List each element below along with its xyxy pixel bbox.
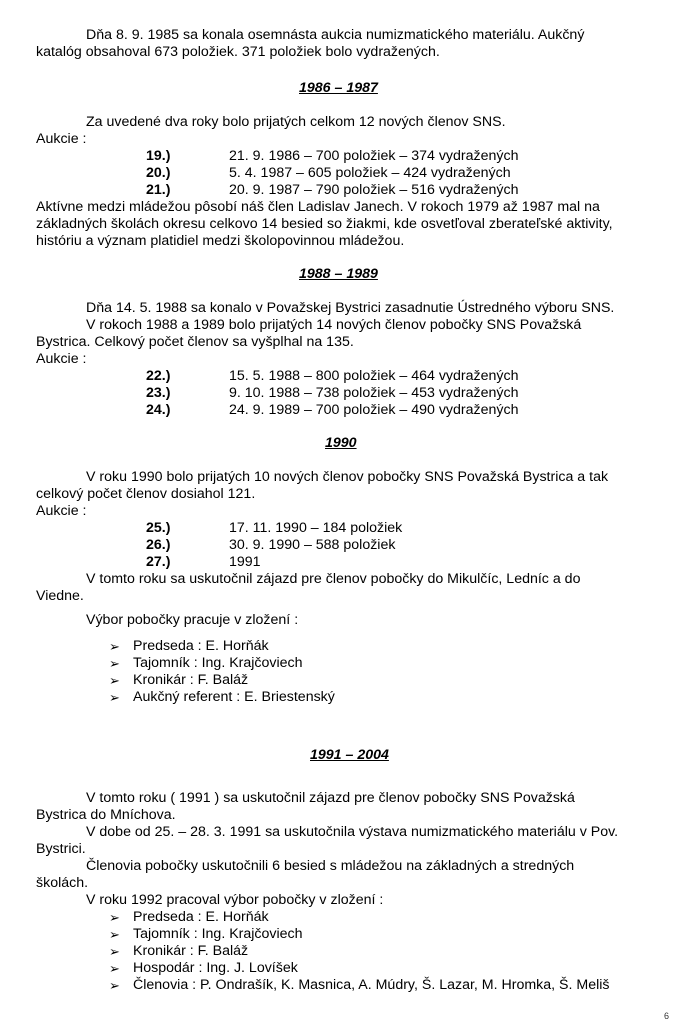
paragraph-meeting-1988: Dňa 14. 5. 1988 sa konalo v Považskej Bystrici zasadnutie Ústredného výboru SNS. <box>86 300 615 316</box>
committee-member: Tajomník : Ing. Krajčoviech <box>133 926 303 942</box>
arrow-bullet-icon: ➢ <box>109 690 120 705</box>
auctions-label: Aukcie : <box>36 351 87 367</box>
paragraph-janech-line-2: základných školách okresu celkovo 14 besied so žiakmi, kde osvetľoval zberateľské aktivity, <box>36 216 613 232</box>
paragraph-members-1988-line-1: V rokoch 1988 a 1989 bolo prijatých 14 nových členov pobočky SNS Považská <box>86 317 582 333</box>
committee-member: Členovia : P. Ondrašík, K. Masnica, A. Múdry, Š. Lazar, M. Hromka, Š. Meliš <box>133 977 610 993</box>
arrow-bullet-icon: ➢ <box>109 639 120 654</box>
paragraph-members-1986: Za uvedené dva roky bolo prijatých celkom 12 nových členov SNS. <box>86 114 506 130</box>
arrow-bullet-icon: ➢ <box>109 673 120 688</box>
paragraph-janech-line-3: históriu a význam platidiel medzi školopovinnou mládežou. <box>36 233 405 249</box>
paragraph-members-1990-line-2: celkový počet členov dosiahol 121. <box>36 486 256 502</box>
auction-number: 23.) <box>146 385 171 401</box>
heading-1986-1987: 1986 – 1987 <box>299 80 378 96</box>
auction-details: 30. 9. 1990 – 588 položiek <box>229 537 396 553</box>
paragraph-exhibition-line-2: Bystrici. <box>36 841 86 857</box>
auction-details: 5. 4. 1987 – 605 položiek – 424 vydražených <box>229 165 511 181</box>
auction-number: 26.) <box>146 537 171 553</box>
paragraph-members-1990-line-1: V roku 1990 bolo prijatých 10 nových členov pobočky SNS Považská Bystrica a tak <box>86 469 609 485</box>
heading-1991-2004: 1991 – 2004 <box>310 747 389 763</box>
arrow-bullet-icon: ➢ <box>109 961 120 976</box>
auction-number: 22.) <box>146 368 171 384</box>
arrow-bullet-icon: ➢ <box>109 910 120 925</box>
paragraph-exhibition-line-1: V dobe od 25. – 28. 3. 1991 sa uskutočnila výstava numizmatického materiálu v Pov. <box>86 824 619 840</box>
auction-details: 20. 9. 1987 – 790 položiek – 516 vydražených <box>229 182 519 198</box>
auctions-label: Aukcie : <box>36 131 87 147</box>
committee-member: Tajomník : Ing. Krajčoviech <box>133 655 303 671</box>
committee-member: Predseda : E. Horňák <box>133 638 269 654</box>
arrow-bullet-icon: ➢ <box>109 944 120 959</box>
arrow-bullet-icon: ➢ <box>109 927 120 942</box>
paragraph-trip-1991-line-2: Bystrica do Mníchova. <box>36 807 176 823</box>
auction-details: 1991 <box>229 554 261 570</box>
page-number: 6 <box>664 1011 670 1021</box>
paragraph-talks-line-2: školách. <box>36 875 89 891</box>
paragraph-trip-1990-line-2: Viedne. <box>36 588 84 604</box>
auction-number: 19.) <box>146 148 171 164</box>
auction-details: 9. 10. 1988 – 738 položiek – 453 vydražených <box>229 385 519 401</box>
auction-details: 24. 9. 1989 – 700 položiek – 490 vydražených <box>229 402 519 418</box>
committee-label: Výbor pobočky pracuje v zložení : <box>86 612 299 628</box>
auctions-label: Aukcie : <box>36 503 87 519</box>
committee-member: Kronikár : F. Baláž <box>133 943 249 959</box>
arrow-bullet-icon: ➢ <box>109 656 120 671</box>
committee-member: Hospodár : Ing. J. Lovíšek <box>133 960 298 976</box>
auction-number: 27.) <box>146 554 171 570</box>
committee-1992-label: V roku 1992 pracoval výbor pobočky v zložení : <box>86 892 384 908</box>
heading-1988-1989: 1988 – 1989 <box>299 266 378 282</box>
arrow-bullet-icon: ➢ <box>109 978 120 993</box>
auction-details: 17. 11. 1990 – 184 položiek <box>229 520 403 536</box>
paragraph-talks-line-1: Členovia pobočky uskutočnili 6 besied s mládežou na základných a stredných <box>86 858 575 874</box>
committee-member: Predseda : E. Horňák <box>133 909 269 925</box>
paragraph-members-1988-line-2: Bystrica. Celkový počet členov sa vyšplhal na 135. <box>36 334 354 350</box>
paragraph-trip-1990-line-1: V tomto roku sa uskutočnil zájazd pre členov pobočky do Mikulčíc, Ledníc a do <box>86 571 581 587</box>
paragraph-trip-1991-line-1: V tomto roku ( 1991 ) sa uskutočnil zájazd pre členov pobočky SNS Považská <box>86 790 575 806</box>
auction-number: 20.) <box>146 165 171 181</box>
heading-1990: 1990 <box>325 435 357 451</box>
auction-number: 25.) <box>146 520 171 536</box>
auction-details: 15. 5. 1988 – 800 položiek – 464 vydražených <box>229 368 519 384</box>
paragraph-janech-line-1: Aktívne medzi mládežou pôsobí náš člen Ladislav Janech. V rokoch 1979 až 1987 mal na <box>36 199 600 215</box>
auction-number: 24.) <box>146 402 171 418</box>
auction-details: 21. 9. 1986 – 700 položiek – 374 vydražených <box>229 148 519 164</box>
intro-line-2: katalóg obsahoval 673 položiek. 371 položiek bolo vydražených. <box>36 44 440 60</box>
intro-line-1: Dňa 8. 9. 1985 sa konala osemnásta aukcia numizmatického materiálu. Aukčný <box>86 27 585 43</box>
committee-member: Kronikár : F. Baláž <box>133 672 249 688</box>
committee-member: Aukčný referent : E. Briestenský <box>133 689 335 705</box>
auction-number: 21.) <box>146 182 171 198</box>
